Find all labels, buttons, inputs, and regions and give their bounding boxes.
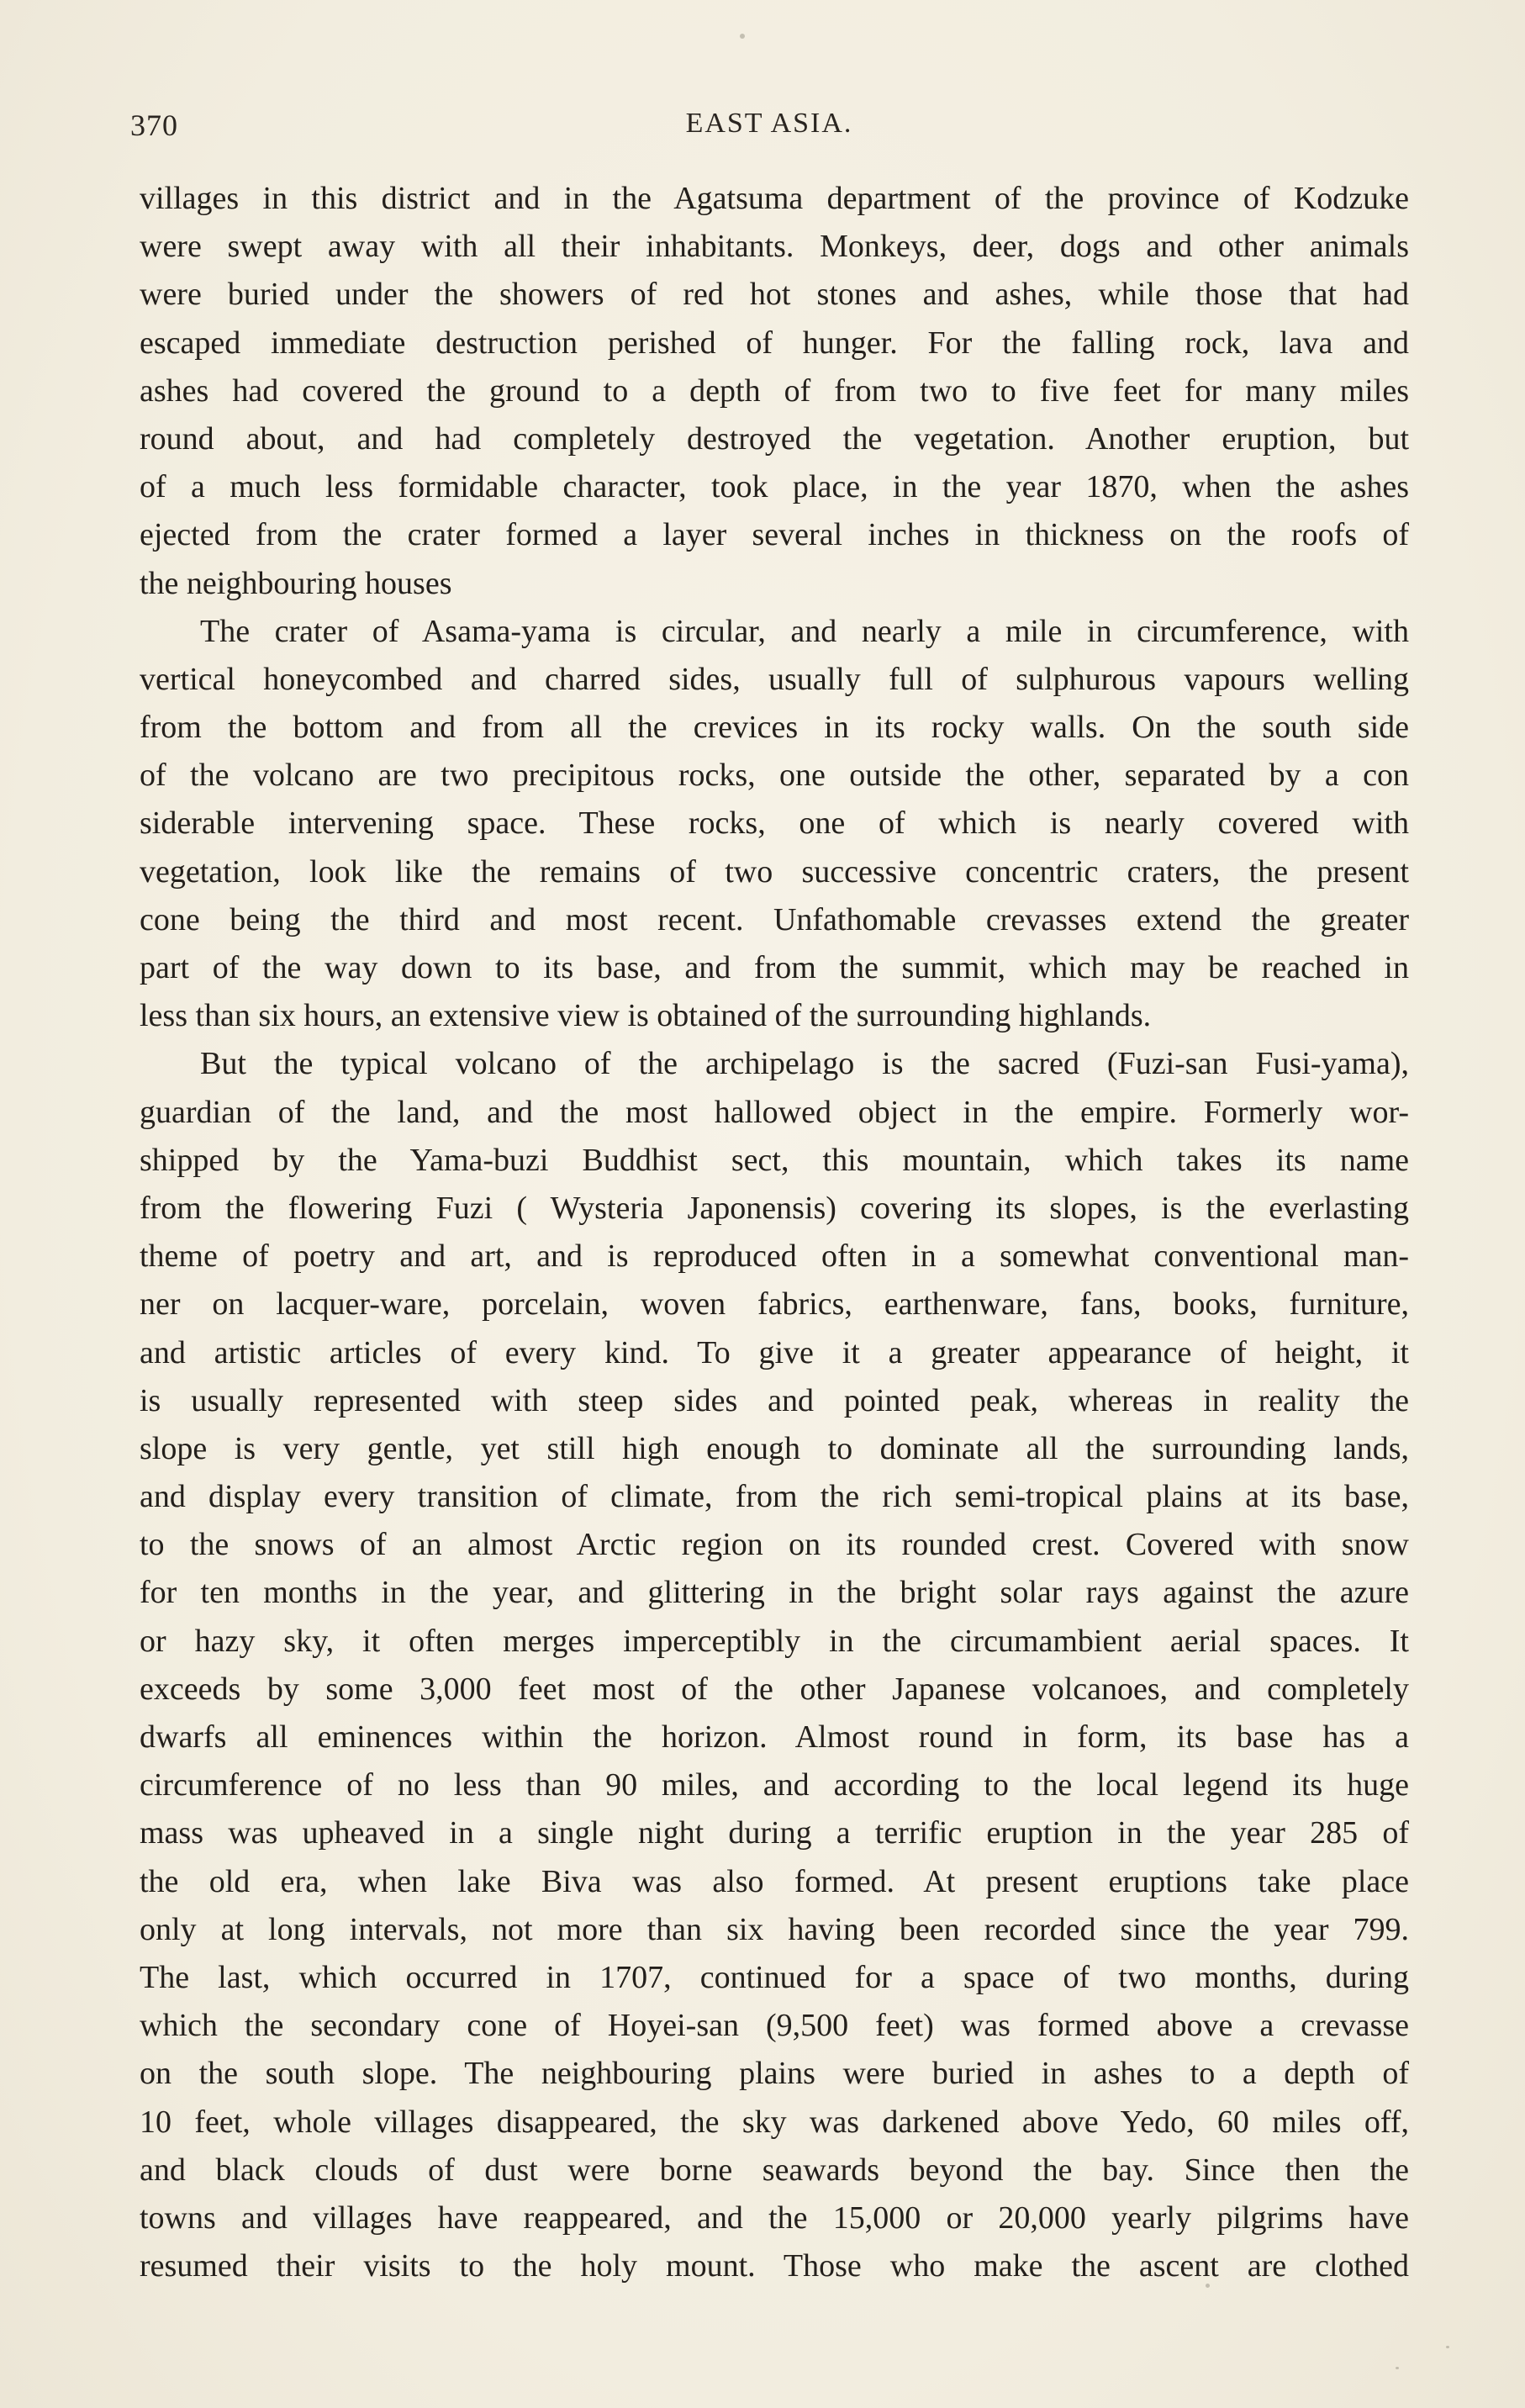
text-line: on the south slope. The neighbouring plains were buried in ashes to a depth of xyxy=(140,2056,1409,2092)
text-line: circumference of no less than 90 miles, and according to the local legend its huge xyxy=(140,1767,1409,1803)
text-line: from the bottom and from all the crevices in its rocky walls. On the south side xyxy=(140,710,1409,746)
text-line: or hazy sky, it often merges imperceptibly in the circumambient aerial spaces. It xyxy=(140,1623,1409,1659)
text-line: ner on lacquer-ware, porcelain, woven fabrics, earthenware, fans, books, furniture, xyxy=(140,1286,1409,1323)
text-line: villages in this district and in the Agatsuma department of the province of Kodzuke xyxy=(140,181,1409,216)
text-line: less than six hours, an extensive view is obtained of the surrounding highlands. xyxy=(140,998,1152,1034)
page-number: 370 xyxy=(130,108,178,142)
text-line: exceeds by some 3,000 feet most of the other Japanese volcanoes, and completely xyxy=(140,1671,1409,1707)
text-line: part of the way down to its base, and from the summit, which may be reached in xyxy=(140,950,1409,985)
text-line: and artistic articles of every kind. To give it a greater appearance of height, it xyxy=(140,1334,1409,1370)
text-line: the neighbouring houses xyxy=(140,565,452,601)
text-line: cone being the third and most recent. Unfathomable crevasses extend the greater xyxy=(140,901,1409,937)
text-line: ashes had covered the ground to a depth of from two to five feet for many miles xyxy=(140,372,1409,409)
paper-speck xyxy=(1446,2346,1449,2348)
text-line: ejected from the crater formed a layer several inches in thickness on the roofs of xyxy=(140,517,1409,553)
text-line: to the snows of an almost Arctic region on its rounded crest. Covered with snow xyxy=(140,1527,1409,1563)
text-line: The last, which occurred in 1707, continued for a space of two months, during xyxy=(140,1959,1409,1995)
text-line: slope is very gentle, yet still high enough to dominate all the surrounding lands, xyxy=(140,1430,1409,1466)
paragraph xyxy=(140,175,1409,608)
paragraph xyxy=(140,1040,1409,2290)
text-line: escaped immediate destruction perished of hunger. For the falling rock, lava and xyxy=(140,325,1409,361)
text-line: shipped by the Yama-buzi Buddhist sect, this mountain, which takes its name xyxy=(140,1142,1409,1178)
text-line: were swept away with all their inhabitants. Monkeys, deer, dogs and other animals xyxy=(140,229,1409,265)
paper-speck xyxy=(1206,2284,1210,2288)
running-head xyxy=(130,108,1408,158)
text-line: The crater of Asama-yama is circular, and nearly a mile in circumference, with xyxy=(200,613,1409,649)
text-line: 10 feet, whole villages disappeared, the sky was darkened above Yedo, 60 miles off, xyxy=(140,2104,1409,2140)
body-text xyxy=(140,175,1409,2290)
text-line: which the secondary cone of Hoyei-san (9,500 feet) was formed above a crevasse xyxy=(140,2008,1409,2044)
text-line: round about, and had completely destroyed the vegetation. Another eruption, but xyxy=(140,420,1409,457)
text-line: resumed their visits to the holy mount. Those who make the ascent are clothed xyxy=(140,2248,1409,2284)
paper-speck xyxy=(1396,2367,1399,2369)
text-line: from the flowering Fuzi ( Wysteria Japonensis) covering its slopes, is the everlasting xyxy=(140,1190,1409,1226)
text-line: for ten months in the year, and glittering in the bright solar rays against the azure xyxy=(140,1575,1409,1611)
text-line: siderable intervening space. These rocks, one of which is nearly covered with xyxy=(140,805,1409,842)
text-line: of a much less formidable character, took place, in the year 1870, when the ashes xyxy=(140,469,1409,505)
text-line: dwarfs all eminences within the horizon. Almost round in form, its base has a xyxy=(140,1719,1409,1755)
text-line: the old era, when lake Biva was also formed. At present eruptions take place xyxy=(140,1863,1409,1899)
running-title: EAST ASIA. xyxy=(685,108,853,139)
text-line: mass was upheaved in a single night during a terrific eruption in the year 285 of xyxy=(140,1815,1409,1851)
text-line: only at long intervals, not more than six having been recorded since the year 799. xyxy=(140,1911,1409,1947)
text-line: and black clouds of dust were borne seawards beyond the bay. Since then the xyxy=(140,2152,1409,2188)
text-line: But the typical volcano of the archipelago is the sacred (Fuzi-san Fusi-yama), xyxy=(200,1046,1409,1082)
text-line: vertical honeycombed and charred sides, usually full of sulphurous vapours welling xyxy=(140,661,1409,697)
text-line: of the volcano are two precipitous rocks, one outside the other, separated by a con xyxy=(140,758,1409,794)
text-line: theme of poetry and art, and is reproduced often in a somewhat conventional man- xyxy=(140,1238,1409,1275)
text-line: were buried under the showers of red hot stones and ashes, while those that had xyxy=(140,277,1409,313)
paper-speck xyxy=(740,34,745,39)
text-line: is usually represented with steep sides and pointed peak, whereas in reality the xyxy=(140,1382,1409,1418)
text-line: towns and villages have reappeared, and the 15,000 or 20,000 yearly pilgrims have xyxy=(140,2199,1409,2236)
text-line: and display every transition of climate, from the rich semi-tropical plains at its base, xyxy=(140,1479,1409,1515)
text-line: guardian of the land, and the most hallowed object in the empire. Formerly wor- xyxy=(140,1094,1409,1130)
text-line: vegetation, look like the remains of two successive concentric craters, the present xyxy=(140,853,1409,890)
paragraph xyxy=(140,608,1409,1041)
